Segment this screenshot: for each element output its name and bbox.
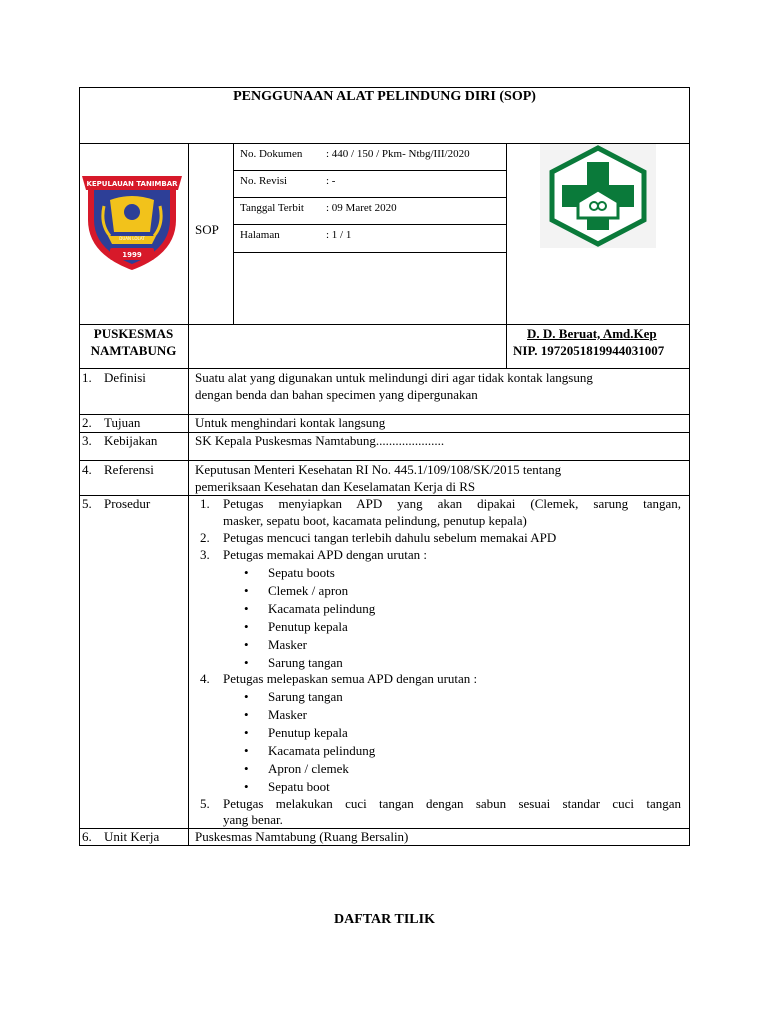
svg-text:1999: 1999 bbox=[122, 251, 142, 259]
issue-date-label: Tanggal Terbit bbox=[240, 202, 304, 214]
remove-item-label: Sarung tangan bbox=[268, 689, 343, 704]
revision-label: No. Revisi bbox=[240, 175, 288, 187]
definisi-text-2: dengan benda dan bahan specimen yang dipergunakan bbox=[195, 387, 478, 402]
definisi-label: Definisi bbox=[104, 370, 146, 385]
svg-text:DUAN LOLAT: DUAN LOLAT bbox=[119, 236, 145, 241]
referensi-text-2: pemeriksaan Kesehatan dan Keselamatan Kerja di RS bbox=[195, 479, 476, 494]
puskesmas-logo bbox=[540, 144, 656, 248]
unit-label: Unit Kerja bbox=[104, 829, 160, 844]
doc-number-value: : 440 / 150 / Pkm- Ntbg/III/2020 bbox=[326, 148, 470, 160]
kebijakan-text: SK Kepala Puskesmas Namtabung..................... bbox=[195, 433, 445, 448]
wear-item-label: Sepatu boots bbox=[268, 565, 335, 580]
step-1-num: 1. bbox=[200, 496, 210, 511]
step-5-text-a: Petugas melakukan cuci tangan dengan sabun sesuai standar cuci tangan bbox=[223, 796, 681, 811]
wear-item-label: Masker bbox=[268, 637, 307, 652]
checklist-title: DAFTAR TILIK bbox=[333, 912, 435, 927]
remove-item: • bbox=[244, 761, 249, 776]
definisi-text-1: Suatu alat yang digunakan untuk melindungi diri agar tidak kontak langsung bbox=[195, 370, 593, 385]
wear-item: • bbox=[244, 637, 249, 652]
wear-item-label: Kacamata pelindung bbox=[268, 601, 376, 616]
step-3-text: Petugas memakai APD dengan urutan : bbox=[223, 547, 427, 562]
kebijakan-num: 3. bbox=[82, 433, 92, 448]
signatory-name: D. D. Beruat, Amd.Kep bbox=[527, 326, 657, 341]
prosedur-label: Prosedur bbox=[104, 496, 151, 511]
org-name-line2: NAMTABUNG bbox=[90, 343, 177, 358]
definisi-num: 1. bbox=[82, 370, 92, 385]
step-2-text: Petugas mencuci tangan terlebih dahulu sebelum memakai APD bbox=[223, 530, 557, 545]
remove-item-label: Apron / clemek bbox=[268, 761, 349, 776]
wear-item: • bbox=[244, 583, 249, 598]
step-5-text-b: yang benar. bbox=[223, 812, 283, 827]
tujuan-num: 2. bbox=[82, 415, 92, 430]
referensi-text-1: Keputusan Menteri Kesehatan RI No. 445.1/109/108/SK/2015 tentang bbox=[195, 462, 562, 477]
remove-item-label: Masker bbox=[268, 707, 307, 722]
remove-item: • bbox=[244, 725, 249, 740]
kebijakan-label: Kebijakan bbox=[104, 433, 158, 448]
remove-item: • bbox=[244, 689, 249, 704]
svg-text:KEPULAUAN TANIMBAR: KEPULAUAN TANIMBAR bbox=[86, 180, 178, 188]
sop-label: SOP bbox=[195, 222, 219, 237]
wear-item-label: Clemek / apron bbox=[268, 583, 349, 598]
wear-item: • bbox=[244, 655, 249, 670]
step-3-num: 3. bbox=[200, 547, 210, 562]
prosedur-num: 5. bbox=[82, 496, 92, 511]
step-4-text: Petugas melepaskan semua APD dengan urutan : bbox=[223, 671, 478, 686]
wear-item: • bbox=[244, 565, 249, 580]
doc-number-label: No. Dokumen bbox=[240, 148, 303, 160]
wear-item-label: Sarung tangan bbox=[268, 655, 343, 670]
step-4-num: 4. bbox=[200, 671, 210, 686]
referensi-label: Referensi bbox=[104, 462, 154, 477]
tujuan-label: Tujuan bbox=[104, 415, 141, 430]
remove-item-label: Sepatu boot bbox=[268, 779, 330, 794]
unit-num: 6. bbox=[82, 829, 92, 844]
wear-item-label: Penutup kepala bbox=[268, 619, 348, 634]
remove-item: • bbox=[244, 743, 249, 758]
issue-date-value: : 09 Maret 2020 bbox=[326, 202, 397, 214]
org-name-line1: PUSKESMAS bbox=[93, 326, 174, 341]
step-2-num: 2. bbox=[200, 530, 210, 545]
referensi-num: 4. bbox=[82, 462, 92, 477]
step-1-text-a: Petugas menyiapkan APD yang akan dipakai (Clemek, sarung tangan, bbox=[223, 496, 681, 511]
wear-item: • bbox=[244, 619, 249, 634]
step-1-text-b: masker, sepatu boot, kacamata pelindung, penutup kepala) bbox=[223, 513, 527, 528]
wear-item: • bbox=[244, 601, 249, 616]
page-label: Halaman bbox=[240, 229, 280, 241]
revision-value: : - bbox=[326, 175, 336, 187]
remove-item-label: Penutup kepala bbox=[268, 725, 348, 740]
unit-text: Puskesmas Namtabung (Ruang Bersalin) bbox=[195, 829, 409, 844]
tujuan-text: Untuk menghindari kontak langsung bbox=[195, 415, 386, 430]
page-value: : 1 / 1 bbox=[326, 229, 352, 241]
remove-item: • bbox=[244, 707, 249, 722]
signatory-nip: NIP. 197205181994403100​7 bbox=[513, 343, 665, 358]
remove-item: • bbox=[244, 779, 249, 794]
step-5-num: 5. bbox=[200, 796, 210, 811]
document-title: PENGGUNAAN ALAT PELINDUNG DIRI (SOP) bbox=[233, 89, 536, 104]
regency-logo bbox=[80, 166, 184, 274]
remove-item-label: Kacamata pelindung bbox=[268, 743, 376, 758]
